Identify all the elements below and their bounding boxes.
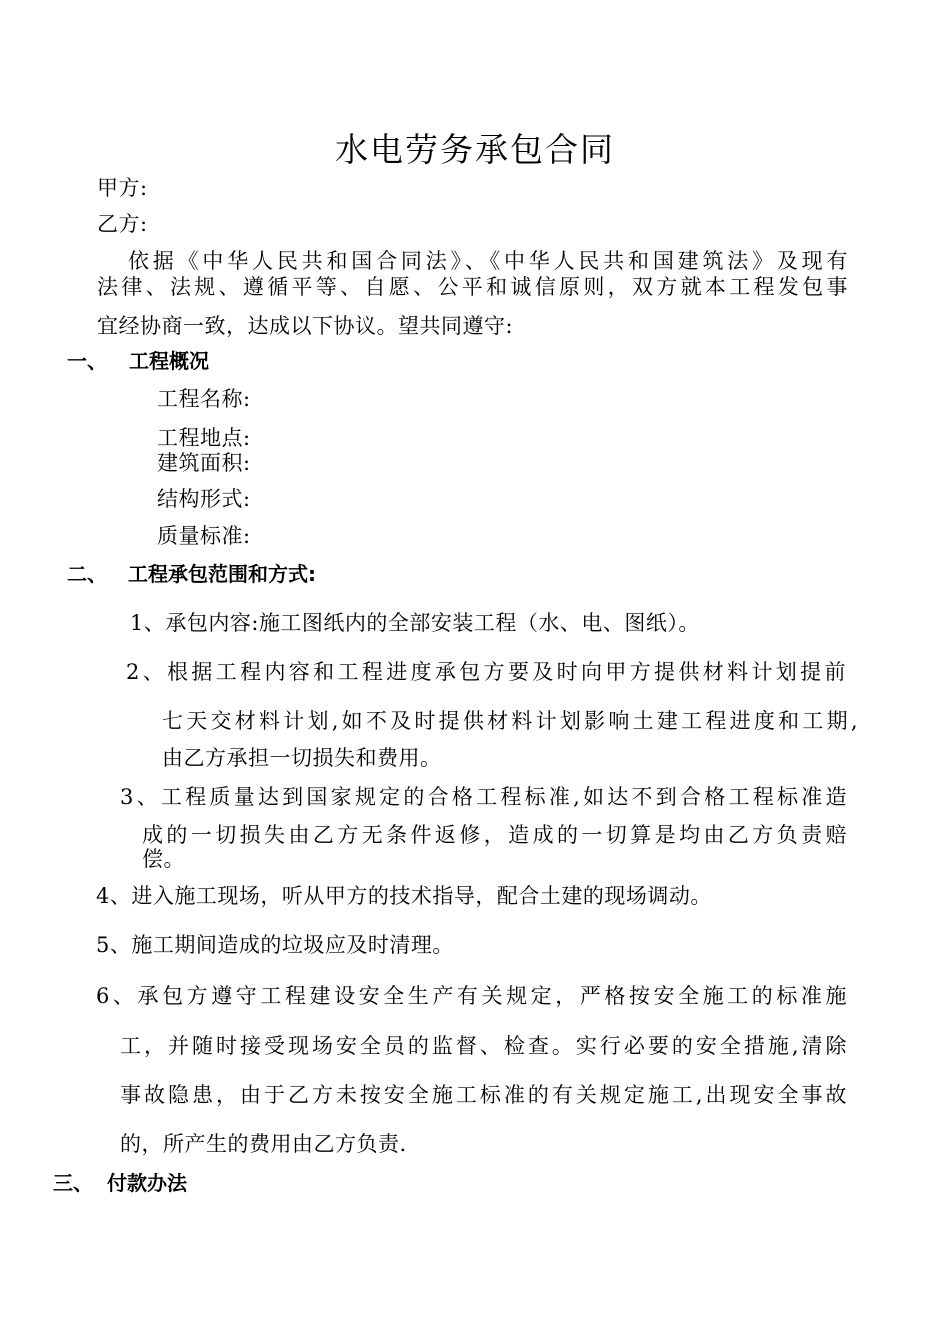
section-2-item-4: 4、进入施工现场，听从甲方的技术指导，配合土建的现场调动。 <box>96 884 712 908</box>
preamble-line-2: 法律、法规、遵循平等、自愿、公平和诚信原则，双方就本工程发包事 <box>97 275 848 299</box>
section-2-item-1: 1、承包内容:施工图纸内的全部安装工程（水、电、图纸）。 <box>130 611 700 635</box>
field-structure-type: 结构形式: <box>157 487 251 511</box>
section-2-item-3-line-1: 3、工程质量达到国家规定的合格工程标准,如达不到合格工程标准造 <box>120 785 847 809</box>
section-2-item-2-line-1: 2、根据工程内容和工程进度承包方要及时向甲方提供材料计划提前 <box>126 660 846 684</box>
section-2-item-6-line-3: 事故隐患，由于乙方未按安全施工标准的有关规定施工,出现安全事故 <box>120 1083 847 1107</box>
field-project-location: 工程地点: <box>157 426 251 450</box>
field-quality-standard: 质量标准: <box>157 524 251 548</box>
preamble-line-3: 宜经协商一致，达成以下协议。望共同遵守: <box>97 314 514 338</box>
section-2-item-2-line-2: 七天交材料计划,如不及时提供材料计划影响土建工程进度和工期, <box>162 709 858 733</box>
party-b-label: 乙方: <box>97 212 148 236</box>
section-2-number: 二、 <box>67 562 107 586</box>
section-2-item-3-line-3: 偿。 <box>142 847 185 871</box>
section-2-item-3-line-2: 成的一切损失由乙方无条件返修，造成的一切算是均由乙方负责赔 <box>142 823 847 847</box>
section-2-item-6-line-4: 的，所产生的费用由乙方负责. <box>120 1132 407 1156</box>
section-3-heading: 付款办法 <box>107 1171 187 1195</box>
section-3-number: 三、 <box>53 1171 93 1195</box>
section-2-item-5: 5、施工期间造成的垃圾应及时清理。 <box>96 933 454 957</box>
section-1-number: 一、 <box>67 349 107 373</box>
section-1-heading: 工程概况 <box>129 349 209 373</box>
party-a-label: 甲方: <box>97 176 148 200</box>
preamble-line-1: 依据《中华人民共和国合同法》、《中华人民共和国建筑法》及现有 <box>128 249 848 273</box>
section-2-heading: 工程承包范围和方式: <box>128 562 316 586</box>
section-2-item-6-line-1: 6、承包方遵守工程建设安全生产有关规定，严格按安全施工的标准施 <box>96 984 847 1008</box>
section-2-item-2-line-3: 由乙方承担一切损失和费用。 <box>162 746 442 770</box>
field-building-area: 建筑面积: <box>157 451 251 475</box>
document-title: 水电劳务承包合同 <box>335 130 615 169</box>
section-2-item-6-line-2: 工，并随时接受现场安全员的监督、检查。实行必要的安全措施,清除 <box>120 1034 847 1058</box>
field-project-name: 工程名称: <box>157 387 251 411</box>
